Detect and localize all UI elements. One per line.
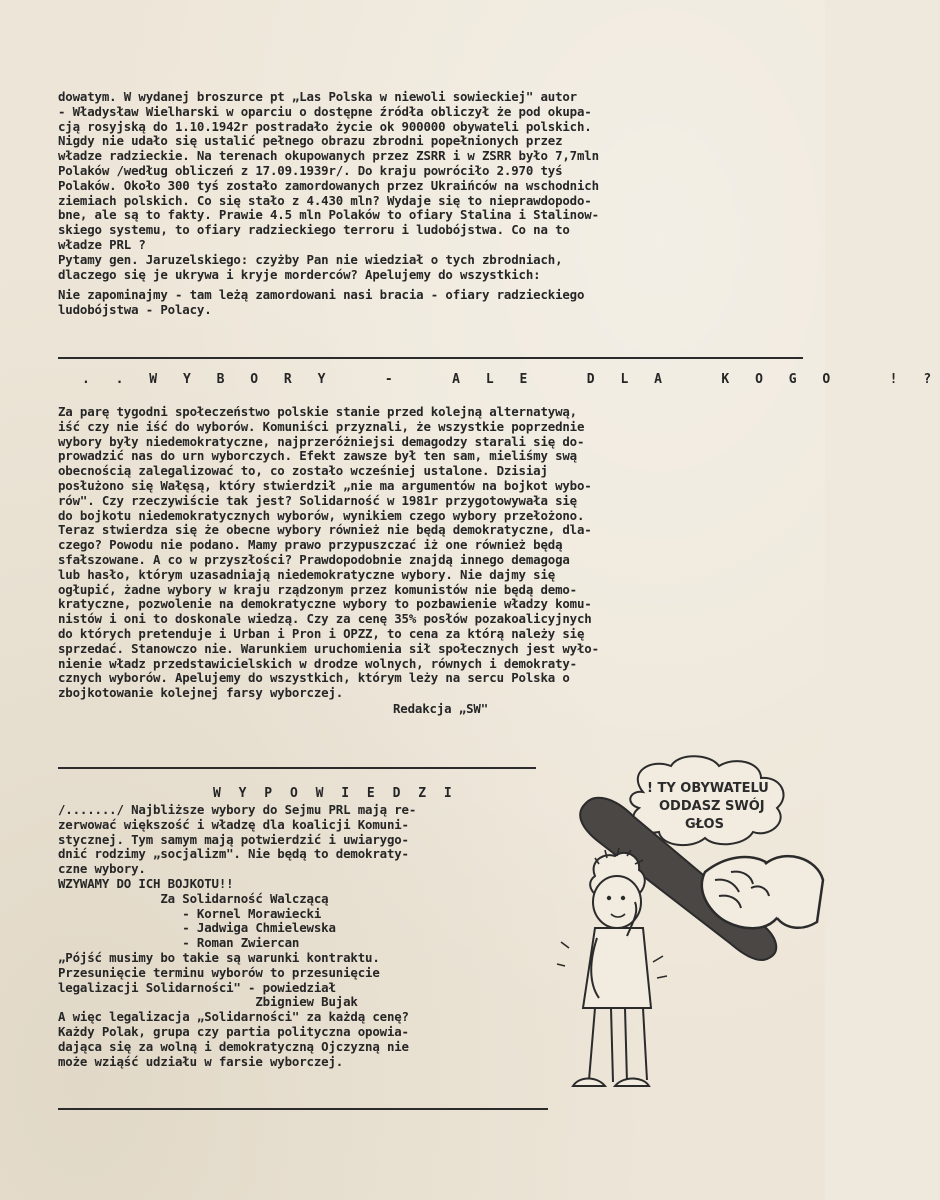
- citizen-figure-icon: [557, 848, 667, 1086]
- text-line: do których pretenduje i Urban i Pron i OPZZ, to cena za którą należy się: [58, 625, 585, 641]
- article-statements: [58, 803, 558, 1069]
- section-heading-elections: . . W Y B O R Y - A L E D L A K O G O ! ?: [82, 372, 940, 387]
- text-line: WZYWAMY DO ICH BOJKOTU!!: [58, 875, 234, 891]
- text-line: iść czy nie iść do wyborów. Komuniści przyznali, że wszystkie poprzednie: [58, 418, 585, 434]
- text-line: Za parę tygodni społeczeństwo polskie stanie przed kolejną alternatywą,: [58, 404, 577, 419]
- text-line: Pytamy gen. Jaruzelskiego: czyżby Pan nie wiedział o tych zbrodniach,: [58, 251, 563, 267]
- cartoon-illustration: [555, 752, 825, 1097]
- text-line: - Roman Zwiercan: [58, 935, 300, 951]
- article-closing: [58, 288, 790, 318]
- text-line: obecnością zalegalizować to, co zostało wcześniej ustalone. Dzisiaj: [58, 463, 548, 479]
- text-line: dowatym. W wydanej broszurce pt „Las Polska w niewoli sowieckiej" autor: [58, 89, 577, 104]
- text-line: może wziąść udziału w farsie wyborczej.: [58, 1053, 344, 1069]
- divider: [58, 767, 536, 769]
- text-line: - Władysław Wielharski w oparciu o dostępne źródła obliczył że pod okupa-: [58, 103, 592, 119]
- article-signature: Redakcja „SW": [393, 700, 489, 716]
- article-body: [58, 405, 790, 701]
- text-line: cznych wyborów. Apelujemy do wszystkich, którym leży na sercu Polska o: [58, 670, 570, 686]
- text-line: skiego systemu, to ofiary radzieckiego terroru i ludobójstwa. Co na to: [58, 222, 570, 238]
- text-line: władze PRL ?: [58, 236, 146, 252]
- text-line: rów". Czy rzeczywiście tak jest? Solidarność w 1981r przygotowywała się: [58, 492, 577, 508]
- article-soviet-crimes: [58, 90, 790, 318]
- text-line: zerwować większość i władzę dla koalicji Komuni-: [58, 816, 409, 832]
- text-line: Polaków /według obliczeń z 17.09.1939r/. Do kraju powróciło 2.970 tyś: [58, 162, 563, 178]
- text-line: do bojkotu niedemokratycznych wyborów, wynikiem czego wybory przełożono.: [58, 507, 585, 523]
- text-line: ogłupić, żadne wybory w kraju rządzonym przez komunistów nie będą demo-: [58, 581, 577, 597]
- text-line: władze radzieckie. Na terenach okupowanych przez ZSRR i w ZSRR było 7,7mln: [58, 148, 599, 164]
- bubble-line: GŁOS: [685, 817, 724, 832]
- text-line: dająca się za wolną i demokratyczną Ojczyzną nie: [58, 1038, 409, 1054]
- bubble-line: ! TY OBYWATELU: [647, 781, 769, 796]
- text-line: czne wybory.: [58, 861, 146, 877]
- text-line: Przesunięcie terminu wyborów to przesunięcie: [58, 964, 380, 980]
- text-line: sfałszowane. A co w przyszłości? Prawdopodobnie znajdą innego demagoga: [58, 551, 570, 567]
- text-line: - Jadwiga Chmielewska: [58, 920, 336, 936]
- text-line: Zbigniew Bujak: [58, 994, 358, 1010]
- text-line: legalizacji Solidarności" - powiedział: [58, 979, 336, 995]
- article-body: [58, 803, 558, 1069]
- article-elections: [58, 405, 790, 717]
- text-line: Nie zapominajmy - tam leżą zamordowani nasi bracia - ofiary radzieckiego: [58, 287, 585, 303]
- text-line: cją rosyjską do 1.10.1942r postradało życie ok 900000 obywateli polskich.: [58, 118, 592, 134]
- text-line: ziemiach polskich. Co się stało z 4.430 mln? Wydaje się to nieprawdopodo-: [58, 192, 592, 208]
- text-line: Każdy Polak, grupa czy partia polityczna opowia-: [58, 1023, 409, 1039]
- text-line: dlaczego się je ukrywa i kryje morderców? Apelujemy do wszystkich:: [58, 266, 541, 282]
- text-line: czego? Powodu nie podano. Mamy prawo przypuszczać iż one również będą: [58, 537, 563, 553]
- text-line: „Pójść musimy bo takie są warunki kontraktu.: [58, 949, 380, 965]
- text-line: lub hasło, którym uzasadniają niedemokratyczne wybory. Nie dajmy się: [58, 566, 556, 582]
- text-line: zbojkotowanie kolejnej farsy wyborczej.: [58, 685, 344, 701]
- text-line: nistów i oni to doskonale wiedzą. Czy za cenę 35% posłów pozakoalicyjnych: [58, 611, 592, 627]
- text-line: A więc legalizacja „Solidarności" za każdą cenę?: [58, 1009, 409, 1025]
- text-line: - Kornel Morawiecki: [58, 905, 322, 921]
- text-line: wybory były niedemokratyczne, najprzeróżniejsi demagodzy starali się do-: [58, 433, 585, 449]
- text-line: stycznej. Tym samym mają potwierdzić i uwiarygo-: [58, 831, 409, 847]
- text-line: prowadzić nas do urn wyborczych. Efekt zawsze był ten sam, mieliśmy swą: [58, 448, 577, 464]
- text-line: Nigdy nie udało się ustalić pełnego obrazu zbrodni popełnionych przez: [58, 133, 563, 149]
- text-line: sprzedać. Stanowczo nie. Warunkiem uruchomienia sił społecznych jest wyło-: [58, 640, 599, 656]
- text-line: Polaków. Około 300 tyś zostało zamordowanych przez Ukraińców na wschodnich: [58, 177, 599, 193]
- text-line: nienie władz przedstawicielskich w drodze wolnych, równych i demokraty-: [58, 655, 577, 671]
- text-line: ludobójstwa - Polacy.: [58, 302, 212, 318]
- divider: [58, 1108, 548, 1110]
- text-line: Za Solidarność Walczącą: [58, 890, 329, 906]
- text-line: dnić rodzimy „socjalizm". Nie będą to demokraty-: [58, 846, 409, 862]
- text-line: bne, ale są to fakty. Prawie 4.5 mln Polaków to ofiary Stalina i Stalinow-: [58, 207, 599, 223]
- divider: [58, 357, 803, 359]
- section-heading-statements: W Y P O W I E D Z I: [213, 786, 457, 801]
- text-line: /......./ Najbliższe wybory do Sejmu PRL mają re-: [58, 802, 417, 817]
- text-line: posłużono się Wałęsą, który stwierdził „nie ma argumentów na bojkot wybo-: [58, 477, 592, 493]
- article-body: [58, 90, 790, 282]
- text-line: Teraz stwierdza się że obecne wybory również nie będą demokratyczne, dla-: [58, 522, 592, 538]
- bubble-line: ODDASZ SWÓJ: [659, 799, 765, 814]
- text-line: kratyczne, pozwolenie na demokratyczne wybory to pozbawienie władzy komu-: [58, 596, 592, 612]
